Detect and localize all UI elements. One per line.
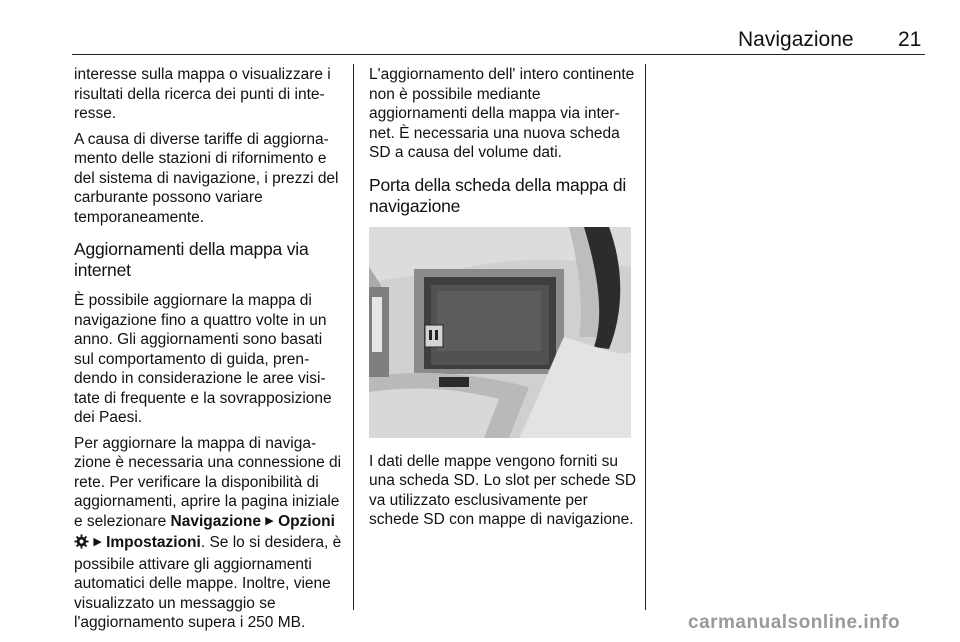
paragraph: È possibile aggiornare la mappa di navigazione fino a quattro volte in un anno. Gli aggiornamenti sono basati sul comportamento di guida, prendendo in considerazione le aree visitate di frequente e la sovrapposizione dei Paesi. [74,292,332,426]
header-section-title: Navigazione [738,28,854,51]
paragraph: interesse sulla mappa o visualizzare i risultati della ricerca dei punti di interesse. [74,66,331,122]
paragraph: A causa di diverse tariffe di aggiornamento delle stazioni di rifornimento e del sistema di navigazione, i prezzi del carburante possono variare temporaneamente. [74,130,339,226]
paragraph-text: . Se lo si desidera, è possibile attivare gli aggiornamenti automatici delle mappe. Inoltre, viene visualizzato un messaggio se l'aggiornamento supera i 250 MB. [74,534,342,631]
section-heading: Aggiornamenti della mappa via internet [74,239,309,280]
gear-icon [74,534,89,549]
section-heading: Porta della scheda della mappa di navigazione [369,174,627,216]
paragraph-text: Per aggiornare la mappa di navigazione è necessaria una connessione di rete. Per verificare la disponibilità di aggiornamenti, aprire la pagina iniziale e selezionare [74,434,342,530]
arrow-right-icon: ▶ [93,536,102,548]
menu-item-navigazione: Navigazione [170,512,261,530]
paragraph-menu-path [74,434,344,633]
paragraph: L'aggiornamento dell' intero continente non è possibile mediante aggiornamenti della mappa via internet. È necessaria una nuova scheda SD a causa del volume dati. [369,66,635,161]
page-number: 21 [898,28,922,51]
column-divider-left [353,64,354,610]
left-column [74,65,344,639]
arrow-right-icon: ▶ [265,514,274,527]
middle-column [369,65,637,536]
menu-item-opzioni: Opzioni [278,512,335,530]
center-console-sd-slot-photo [369,227,631,438]
header-rule [72,54,925,55]
watermark: carmanualsonline.info [688,612,901,633]
menu-item-impostazioni: Impostazioni [106,534,201,551]
paragraph: I dati delle mappe vengono forniti su una scheda SD. Lo slot per schede SD va utilizzato esclusivamente per schede SD con mappe di navigazione. [369,452,637,528]
column-divider-right [645,64,646,610]
